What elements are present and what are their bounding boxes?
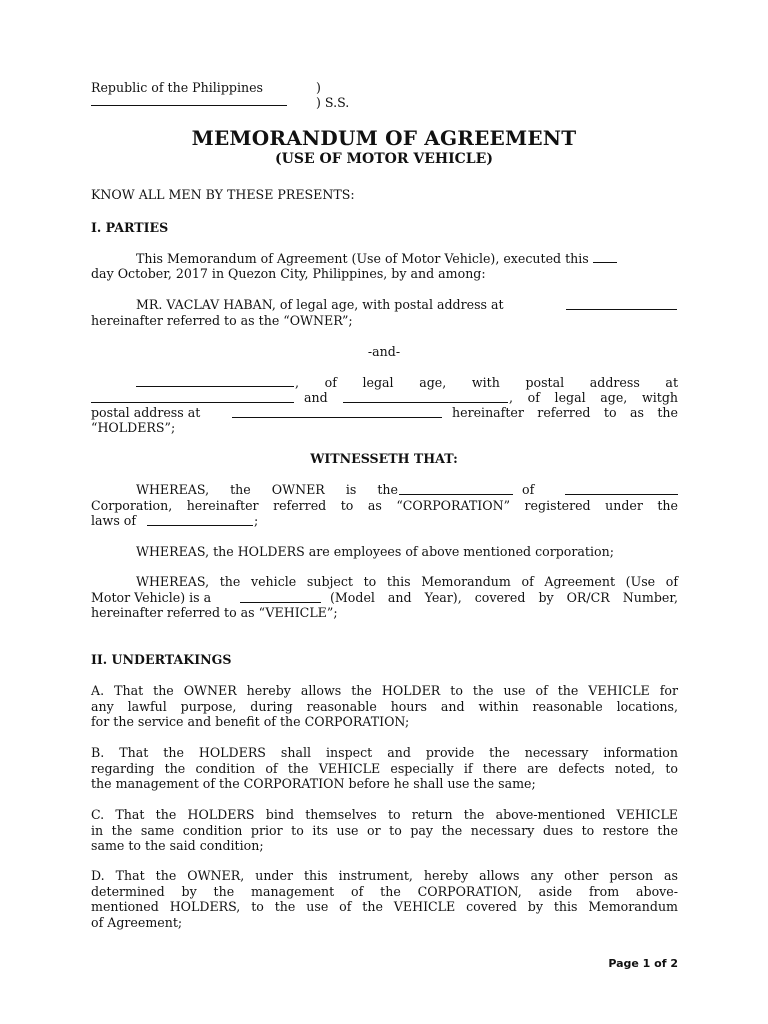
- undertaking-b: [91, 745, 678, 792]
- holders-postal: postal address at: [91, 405, 201, 420]
- holders-and: and: [304, 390, 328, 405]
- undertaking-c-line: C. That the HOLDERS bind themselves to return the above-mentioned VEHICLE: [91, 807, 678, 822]
- document-title: MEMORANDUM OF AGREEMENT: [191, 126, 577, 150]
- witnesseth-heading: WITNESSETH THAT:: [310, 451, 458, 466]
- holders-line3: hereinafter referred to as the: [452, 405, 678, 420]
- undertaking-c-line: same to the said condition;: [91, 838, 264, 854]
- holder2-address-blank: [232, 406, 442, 418]
- undertaking-b-line: B. That the HOLDERS shall inspect and provide the necessary information: [91, 745, 678, 760]
- whereas2-line: WHEREAS, the HOLDERS are employees of above mentioned corporation;: [136, 544, 614, 559]
- holder2-name-blank: [343, 391, 508, 403]
- undertaking-d-line: of Agreement;: [91, 914, 183, 930]
- undertaking-c-line: in the same condition prior to its use or to pay the necessary dues to restore the: [91, 822, 678, 838]
- section-parties-heading: I. PARTIES: [91, 220, 169, 235]
- whereas1-laws: laws of: [91, 513, 137, 528]
- corporation-name-blank: [565, 483, 678, 495]
- undertaking-a-line: any lawful purpose, during reasonable hours and within reasonable locations,: [91, 698, 678, 714]
- holders-line1: , of legal age, with postal address at: [295, 375, 678, 390]
- undertaking-b-line: regarding the condition of the VEHICLE especially if there are defects noted, to: [91, 760, 678, 776]
- header-ss: ) S.S.: [316, 95, 350, 110]
- model-year-blank: [240, 591, 321, 603]
- holders-line4: “HOLDERS”;: [91, 420, 176, 435]
- whereas1-line1a: WHEREAS, the OWNER is the: [136, 482, 398, 497]
- undertaking-a-line: A. That the OWNER hereby allows the HOLDER to the use of the VEHICLE for: [91, 683, 678, 698]
- section-undertakings-heading: II. UNDERTAKINGS: [91, 652, 232, 667]
- page-number: Page 1 of 2: [608, 957, 678, 970]
- laws-of-blank: [147, 514, 253, 526]
- owner-text: MR. VACLAV HABAN, of legal age, with postal address at: [136, 297, 504, 312]
- undertaking-b-line: the management of the CORPORATION before he shall use the same;: [91, 776, 536, 792]
- know-all-line: KNOW ALL MEN BY THESE PRESENTS:: [91, 187, 355, 202]
- republic-label: Republic of the Philippines: [91, 80, 264, 95]
- owner-address-blank: [566, 298, 677, 310]
- date-blank: [593, 251, 617, 263]
- undertaking-a: [91, 683, 678, 730]
- whereas3-line1: WHEREAS, the vehicle subject to this Memorandum of Agreement (Use of: [136, 574, 678, 589]
- owner-position-blank: [399, 483, 513, 495]
- whereas3-line3: hereinafter referred to as “VEHICLE”;: [91, 605, 338, 620]
- parties-p1-line1: [136, 251, 617, 266]
- parties-p1-text: This Memorandum of Agreement (Use of Motor Vehicle), executed this: [136, 251, 589, 266]
- undertaking-a-line: for the service and benefit of the CORPORATION;: [91, 714, 410, 730]
- holders-line2: , of legal age, witgh: [509, 390, 678, 405]
- undertaking-d-line: determined by the management of the CORPORATION, aside from above-: [91, 883, 678, 899]
- owner-line1: [136, 297, 504, 312]
- whereas1-line2: Corporation, hereinafter referred to as “CORPORATION” registered under the: [91, 498, 678, 513]
- parties-p1-line2: day October, 2017 in Quezon City, Philippines, by and among:: [91, 266, 486, 281]
- undertaking-d-line: mentioned HOLDERS, to the use of the VEHICLE covered by this Memorandum: [91, 899, 678, 915]
- holder1-address-blank: [91, 391, 294, 403]
- undertaking-d-line: D. That the OWNER, under this instrument, hereby allows any other person as: [91, 868, 678, 883]
- whereas3-line2a: Motor Vehicle) is a: [91, 590, 212, 605]
- undertaking-c: [91, 807, 678, 854]
- and-separator: -and-: [367, 344, 401, 359]
- header-paren: ): [316, 80, 321, 95]
- undertaking-d: [91, 868, 678, 930]
- document-subtitle: (USE OF MOTOR VEHICLE): [275, 151, 493, 167]
- whereas3-line2b: (Model and Year), covered by OR/CR Number,: [330, 590, 678, 605]
- holder1-name-blank: [136, 375, 294, 387]
- owner-line2: hereinafter referred to as the “OWNER”;: [91, 313, 353, 328]
- province-blank: [91, 94, 287, 106]
- whereas1-of: of: [522, 482, 535, 497]
- whereas1-semicolon: ;: [254, 513, 259, 528]
